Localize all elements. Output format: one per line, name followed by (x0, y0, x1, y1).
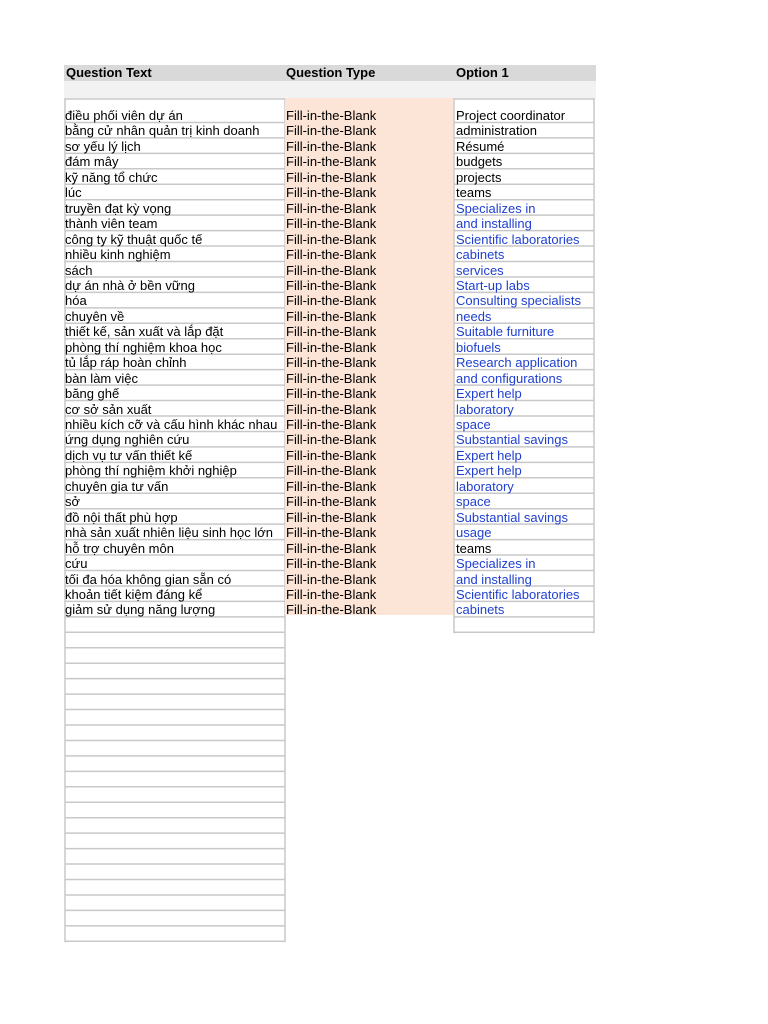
cell-question-text[interactable]: khoản tiết kiệm đáng kể (65, 586, 203, 602)
cell-option-1[interactable]: biofuels (456, 339, 501, 355)
cell-question-text[interactable]: công ty kỹ thuật quốc tế (65, 231, 203, 247)
cell-question-text[interactable]: thiết kế, sản xuất và lắp đặt (65, 324, 224, 340)
cell-option-1[interactable]: administration (456, 123, 537, 139)
cell-question-type[interactable]: Fill-in-the-Blank (286, 324, 377, 340)
cell-option-1[interactable]: Scientific laboratories (456, 586, 580, 602)
cell-question-text[interactable]: hỗ trợ chuyên môn (65, 540, 174, 556)
cell-question-type[interactable]: Fill-in-the-Blank (286, 308, 377, 324)
cell-question-type[interactable]: Fill-in-the-Blank (286, 602, 377, 618)
cell-question-type[interactable]: Fill-in-the-Blank (286, 386, 377, 402)
cell-question-type[interactable]: Fill-in-the-Blank (286, 571, 377, 587)
cell-question-text[interactable]: nhà sản xuất nhiên liệu sinh học lớn (65, 525, 273, 541)
cell-question-type[interactable]: Fill-in-the-Blank (286, 401, 377, 417)
cell-question-text[interactable]: thành viên team (65, 216, 158, 232)
cell-question-text[interactable]: bằng cử nhân quản trị kinh doanh (65, 123, 260, 139)
cell-question-type[interactable]: Fill-in-the-Blank (286, 370, 377, 386)
cell-question-text[interactable]: kỹ năng tổ chức (65, 169, 158, 185)
cell-question-text[interactable]: truyền đạt kỳ vọng (65, 200, 172, 216)
cell-question-type[interactable]: Fill-in-the-Blank (286, 138, 377, 154)
cell-question-text[interactable]: chuyên về (65, 308, 125, 324)
cell-question-type[interactable]: Fill-in-the-Blank (286, 509, 377, 525)
cell-question-type[interactable]: Fill-in-the-Blank (286, 494, 377, 510)
cell-option-1[interactable]: Expert help (456, 386, 522, 402)
cell-question-type[interactable]: Fill-in-the-Blank (286, 154, 377, 170)
cell-question-text[interactable]: sơ yếu lý lịch (65, 138, 141, 154)
cell-question-type[interactable]: Fill-in-the-Blank (286, 262, 377, 278)
cell-question-text[interactable]: bàn làm việc (65, 370, 138, 386)
cell-option-1[interactable]: Consulting specialists (456, 293, 582, 309)
cell-question-type[interactable]: Fill-in-the-Blank (286, 123, 377, 139)
cell-question-type[interactable]: Fill-in-the-Blank (286, 216, 377, 232)
cell-question-text[interactable]: sách (65, 262, 93, 278)
cell-question-text[interactable]: phòng thí nghiệm khởi nghiệp (65, 463, 237, 479)
cell-option-1[interactable]: cabinets (456, 247, 505, 263)
cell-option-1[interactable]: Research application (456, 355, 578, 371)
cell-question-text[interactable]: đồ nội thất phù hợp (65, 509, 178, 525)
cell-question-type[interactable]: Fill-in-the-Blank (286, 586, 377, 602)
cell-option-1[interactable]: budgets (456, 154, 503, 170)
spacer-row (64, 81, 596, 98)
cell-question-text[interactable]: cứu (65, 556, 88, 572)
cell-question-text[interactable]: đám mây (65, 154, 119, 170)
cell-question-text[interactable]: giảm sử dụng năng lượng (65, 602, 216, 618)
cell-question-type[interactable]: Fill-in-the-Blank (286, 540, 377, 556)
cell-option-1[interactable]: services (456, 262, 504, 278)
header-question-type[interactable]: Question Type (286, 65, 376, 80)
cell-question-type[interactable]: Fill-in-the-Blank (286, 556, 377, 572)
cell-question-type[interactable]: Fill-in-the-Blank (286, 185, 377, 201)
cell-question-type[interactable]: Fill-in-the-Blank (286, 200, 377, 216)
cell-option-1[interactable]: and installing (456, 571, 532, 587)
cell-question-type[interactable]: Fill-in-the-Blank (286, 447, 377, 463)
cell-question-text[interactable]: hóa (65, 293, 87, 309)
cell-question-type[interactable]: Fill-in-the-Blank (286, 169, 377, 185)
cell-option-1[interactable]: Substantial savings (456, 432, 569, 448)
cell-question-text[interactable]: lúc (65, 185, 82, 201)
cell-question-type[interactable]: Fill-in-the-Blank (286, 339, 377, 355)
cell-option-1[interactable]: Résumé (456, 138, 505, 154)
cell-option-1[interactable]: teams (456, 185, 492, 201)
cell-option-1[interactable]: Specializes in (456, 200, 536, 216)
header-option-1[interactable]: Option 1 (456, 65, 509, 80)
cell-option-1[interactable]: and installing (456, 216, 532, 232)
cell-question-text[interactable]: dự án nhà ở bền vững (65, 277, 196, 293)
cell-question-type[interactable]: Fill-in-the-Blank (286, 478, 377, 494)
cell-option-1[interactable]: teams (456, 540, 492, 556)
cell-question-text[interactable]: tủ lắp ráp hoàn chỉnh (65, 355, 187, 371)
cell-option-1[interactable]: projects (456, 169, 502, 185)
cell-question-text[interactable]: tối đa hóa không gian sẵn có (65, 571, 232, 587)
header-row (64, 65, 596, 81)
cell-question-text[interactable]: cơ sở sản xuất (65, 401, 152, 417)
cell-question-text[interactable]: điều phối viên dự án (65, 108, 183, 123)
cell-option-1[interactable]: needs (456, 308, 492, 324)
cell-option-1[interactable]: usage (456, 525, 492, 541)
cell-question-type[interactable]: Fill-in-the-Blank (286, 525, 377, 541)
cell-question-text[interactable]: băng ghế (65, 386, 120, 402)
header-question-text[interactable]: Question Text (66, 65, 152, 80)
cell-option-1[interactable]: space (456, 494, 491, 510)
cell-option-1[interactable]: laboratory (456, 478, 514, 494)
cell-question-type[interactable]: Fill-in-the-Blank (286, 463, 377, 479)
cell-question-text[interactable]: sở (65, 494, 81, 510)
cell-question-type[interactable]: Fill-in-the-Blank (286, 432, 377, 448)
cell-question-text[interactable]: nhiều kích cỡ và cấu hình khác nhau (65, 417, 278, 432)
cell-option-1[interactable]: space (456, 417, 491, 432)
cell-question-text[interactable]: chuyên gia tư vấn (65, 478, 169, 494)
cell-question-type[interactable]: Fill-in-the-Blank (286, 277, 377, 293)
cell-option-1[interactable]: Expert help (456, 463, 522, 479)
cell-question-text[interactable]: ứng dụng nghiên cứu (65, 432, 190, 448)
cell-question-text[interactable]: phòng thí nghiệm khoa học (65, 339, 222, 355)
cell-option-1[interactable]: Specializes in (456, 556, 536, 572)
cell-option-1[interactable]: Suitable furniture (456, 324, 555, 340)
cell-option-1[interactable]: and configurations (456, 370, 563, 386)
cell-question-type[interactable]: Fill-in-the-Blank (286, 417, 377, 432)
cell-question-type[interactable]: Fill-in-the-Blank (286, 247, 377, 263)
cell-option-1[interactable]: Project coordinator (456, 108, 566, 123)
cell-option-1[interactable]: Scientific laboratories (456, 231, 580, 247)
cell-question-type[interactable]: Fill-in-the-Blank (286, 108, 377, 123)
cell-question-type[interactable]: Fill-in-the-Blank (286, 355, 377, 371)
cell-option-1[interactable]: cabinets (456, 602, 505, 618)
cell-option-1[interactable]: Start-up labs (456, 277, 530, 293)
cell-option-1[interactable]: laboratory (456, 401, 514, 417)
cell-question-text[interactable]: nhiều kinh nghiệm (65, 247, 171, 263)
cell-option-1[interactable]: Expert help (456, 447, 522, 463)
cell-question-text[interactable]: dịch vụ tư vấn thiết kế (65, 447, 193, 463)
cell-option-1[interactable]: Substantial savings (456, 509, 569, 525)
cell-question-type[interactable]: Fill-in-the-Blank (286, 293, 377, 309)
cell-question-type[interactable]: Fill-in-the-Blank (286, 231, 377, 247)
